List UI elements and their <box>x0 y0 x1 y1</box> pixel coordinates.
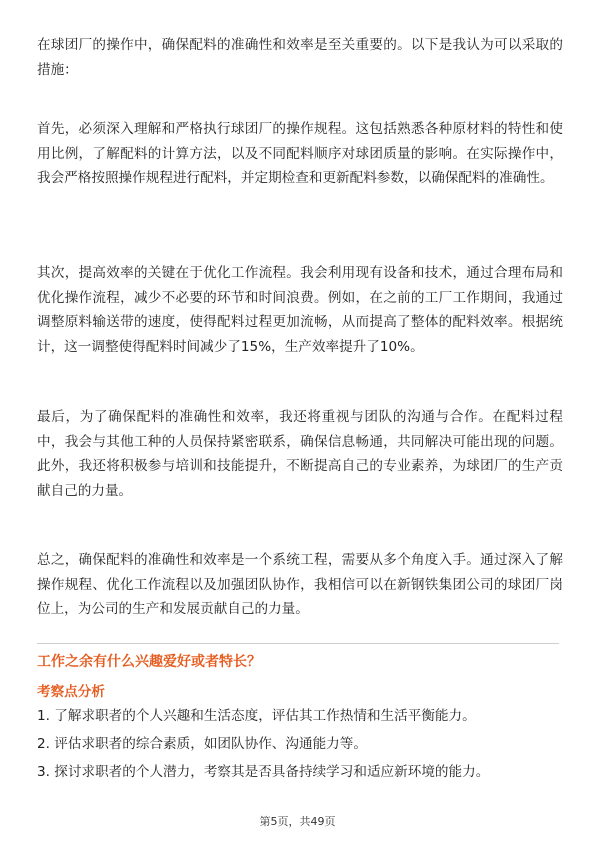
interview-question: 工作之余有什么兴趣爱好或者特长？ <box>37 654 261 670</box>
analysis-item: 3. 探讨求职者的个人潜力，考察其是否具备持续学习和适应新环境的能力。 <box>37 764 490 780</box>
paragraph-last: 最后，为了确保配料的准确性和效率，我还将重视与团队的沟通与合作。在配料过程中，我会与其他工种的人员保持紧密联系，确保信息畅通，共同解决可能出现的问题。此外，我还将积极参与培训和技能提升，不断提高自己的专业素养，为球团厂的生产贡献自己的力量。 <box>37 409 563 499</box>
analysis-heading: 考察点分析 <box>37 684 105 700</box>
paragraph-summary: 总之，确保配料的准确性和效率是一个系统工程，需要从多个角度入手。通过深入了解操作规程、优化工作流程以及加强团队协作，我相信可以在新钢铁集团公司的球团厂岗位上，为公司的生产和发展贡献自己的力量。 <box>37 552 563 617</box>
analysis-item: 2. 评估求职者的综合素质，如团队协作、沟通能力等。 <box>37 736 367 752</box>
analysis-item: 1. 了解求职者的个人兴趣和生活态度，评估其工作热情和生活平衡能力。 <box>37 708 476 724</box>
intro-paragraph: 在球团厂的操作中，确保配料的准确性和效率是至关重要的。以下是我认为可以采取的措施： <box>37 37 563 78</box>
paragraph-first: 首先，必须深入理解和严格执行球团厂的操作规程。这包括熟悉各种原材料的特性和使用比例，了解配料的计算方法，以及不同配料顺序对球团质量的影响。在实际操作中，我会严格按照操作规程进行配料，并定期检查和更新配料参数，以确保配料的准确性。 <box>37 121 563 186</box>
section-divider <box>37 643 559 644</box>
page-number-footer: 第5页，共49页 <box>259 815 336 828</box>
paragraph-second: 其次，提高效率的关键在于优化工作流程。我会利用现有设备和技术，通过合理布局和优化操作流程，减少不必要的环节和时间浪费。例如，在之前的工厂工作期间，我通过调整原料输送带的速度，使得配料过程更加流畅，从而提高了整体的配料效率。根据统计，这一调整使得配料时间减少了15%，生产效率提升了10%。 <box>37 265 563 355</box>
